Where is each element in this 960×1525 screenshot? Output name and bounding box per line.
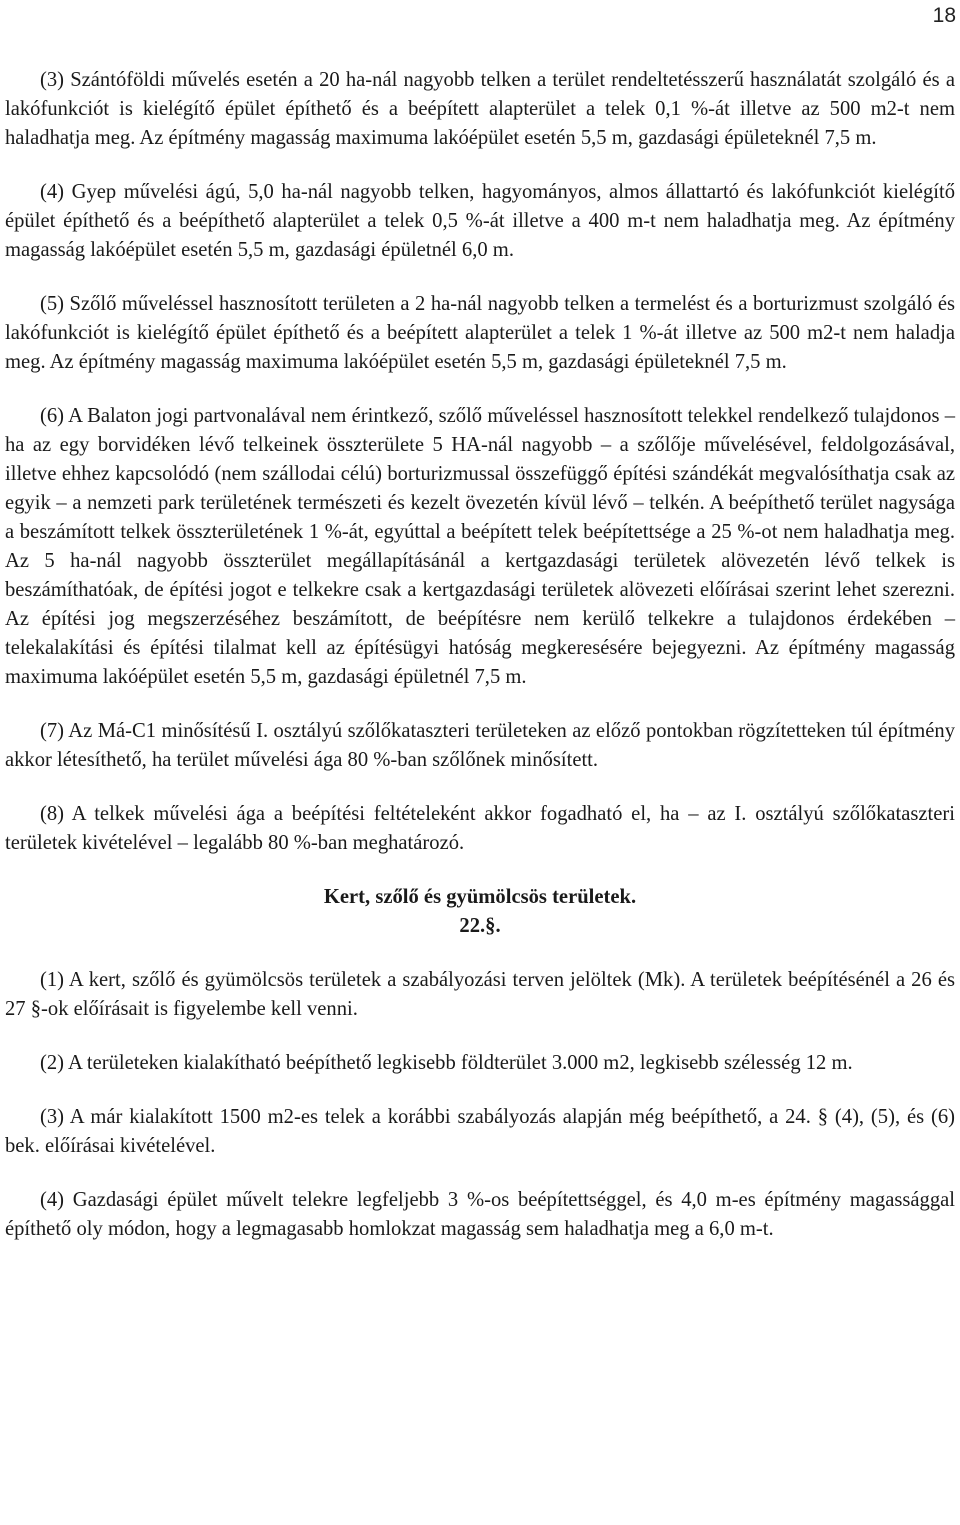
paragraph-8: (8) A telkek művelési ága a beépítési feltételeként akkor fogadható el, ha – az I. osztályú szőlőkataszteri területek kivételével – legalább 80 %-ban meghatározó. [5,803,955,854]
section-22-paragraph-4: (4) Gazdasági épület művelt telekre legfeljebb 3 %-os beépítettséggel, és 4,0 m-es építmény magassággal építhető oly módon, hogy a legmagasabb homlokzat magasság sem haladhatja meg a 6,0 m-t. [5,1189,955,1240]
page-number: 18 [932,4,956,27]
section-heading [5,883,955,941]
paragraph-6: (6) A Balaton jogi partvonalával nem érintkező, szőlő műveléssel hasznosított telekkel rendelkező tulajdonos – ha az egy borvidéken lévő telkeinek összterülete 5 HA-nál nagyobb – a szőlője művelésével, feldolgozásával, illetve ehhez kapcsolódó (nem szállodai célú) borturizmussal összefüggő építési szándékát megvalósíthatja csak az egyik – a nemzeti park területének természeti és kezelt övezetén kívül lévő – telkén. A beépíthető terület nagysága a beszámított telkek összterületének 1 %-át, egyúttal a beépített telek beépítettsége a 25 %-ot nem haladhatja meg. Az 5 ha-nál nagyobb összterület megállapításánál a kertgazdasági területek alövezetén lévő telkek is beszámíthatóak, de építési jogot e telkekre csak a kertgazdasági területek alövezeti előírásai szerint lehet szerezni. Az építési jog megszerzéséhez beszámított, de beépítésre nem kerülő telkekre a tulajdonos érdekében – telekalakítási és építési tilalmat kell az építésügyi hatóság megkeresésére bejegyezni. Az építmény magasság maximuma lakóépület esetén 5,5 m, gazdasági épületnél 7,5 m. [5,405,955,688]
section-22-paragraph-3: (3) A már kialakított 1500 m2-es telek a korábbi szabályozás alapján még beépíthető, a 24. § (4), (5), és (6) bek. előírásai kivételével. [5,1106,955,1157]
paragraph-3: (3) Szántóföldi művelés esetén a 20 ha-nál nagyobb telken a terület rendeltetésszerű használatát szolgáló és a lakófunkciót is kielégítő épület építhető és a beépített alapterület a telek 0,1 %-át illetve az 500 m2-t nem haladhatja meg. Az építmény magasság maximuma lakóépület esetén 5,5 m, gazdasági épületeknél 7,5 m. [5,69,955,149]
paragraph-4: (4) Gyep művelési ágú, 5,0 ha-nál nagyobb telken, hagyományos, almos állattartó és lakófunkciót kielégítő épület építhető és a beépíthető alapterület a telek 0,5 %-át illetve a 400 m-t nem haladhatja meg. Az építmény magasság lakóépület esetén 5,5 m, gazdasági épületnél 6,0 m. [5,181,955,261]
section-22-paragraph-1: (1) A kert, szőlő és gyümölcsös területek a szabályozási terven jelöltek (Mk). A területek beépítésénél a 26 és 27 §-ok előírásait is figyelembe kell venni. [5,969,955,1020]
paragraph-5: (5) Szőlő műveléssel hasznosított területen a 2 ha-nál nagyobb telken a termelést és a borturizmust szolgáló és lakófunkciót is kielégítő épület építhető és a beépített alapterület a telek 1 %-át illetve az 500 m2-t nem haladja meg. Az építmény magasság maximuma lakóépület esetén 5,5 m, gazdasági épületeknél 7,5 m. [5,293,955,373]
paragraph-7: (7) Az Má-C1 minősítésű I. osztályú szőlőkataszteri területeken az előző pontokban rögzítetteken túl építmény akkor létesíthető, ha terület művelési ága 80 %-ban szőlőnek minősített. [5,720,955,771]
section-22-paragraph-2: (2) A területeken kialakítható beépíthető legkisebb földterület 3.000 m2, legkisebb szélesség 12 m. [40,1052,853,1074]
section-number: 22.§. [459,915,501,937]
section-title: Kert, szőlő és gyümölcsös területek. [323,886,637,908]
document-body [5,66,955,1269]
